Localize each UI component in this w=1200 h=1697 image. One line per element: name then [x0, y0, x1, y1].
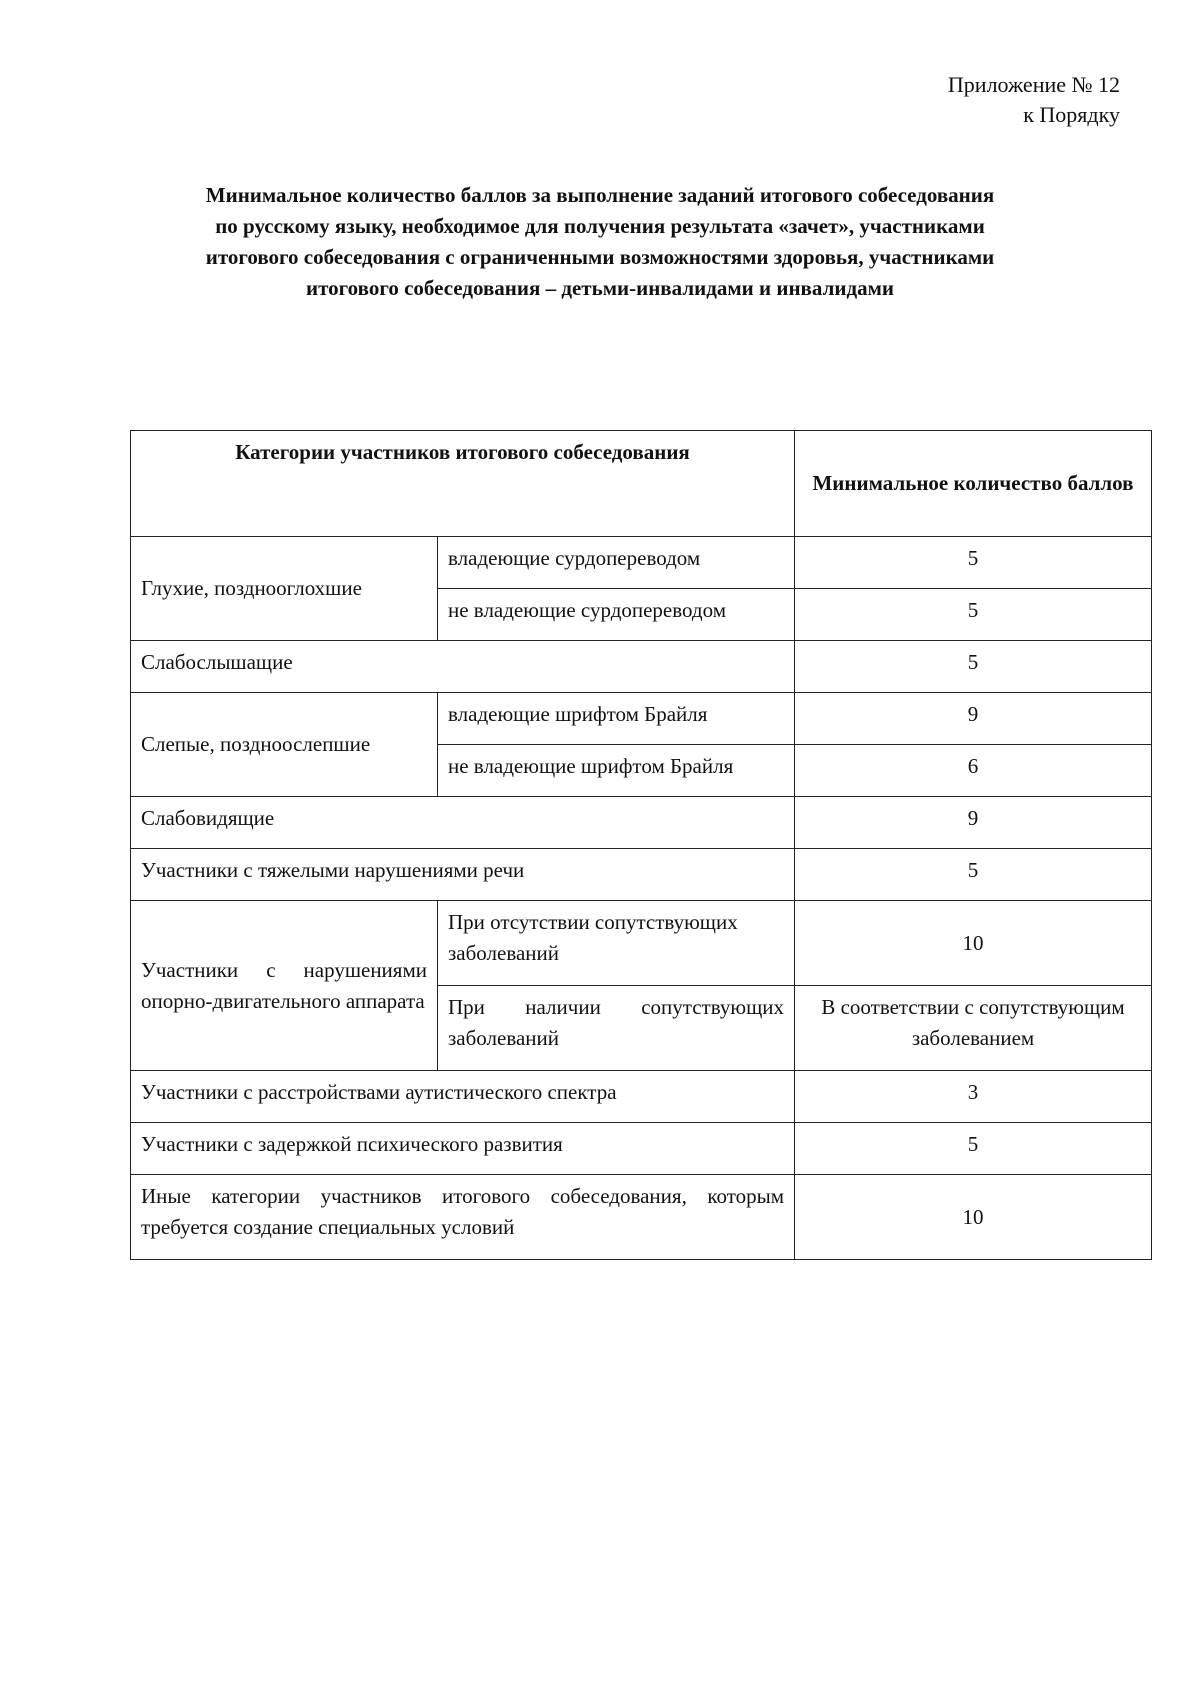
- document-title: [130, 180, 1070, 304]
- score-cell: 9: [795, 797, 1152, 849]
- category-text: Участники с нарушениями опорно-двигательного аппарата: [141, 957, 427, 1013]
- table-row: [131, 693, 1152, 745]
- score-cell: 5: [795, 641, 1152, 693]
- subcategory-cell: не владеющие сурдопереводом: [438, 589, 795, 641]
- table-row: [131, 797, 1152, 849]
- category-cell: Слабослышащие: [131, 641, 795, 693]
- subcategory-cell: При отсутствии сопутствующих заболеваний: [438, 901, 795, 986]
- table-row: [131, 849, 1152, 901]
- category-cell: Участники с задержкой психического развития: [131, 1123, 795, 1175]
- appendix-number: Приложение № 12: [947, 72, 1120, 97]
- table-row: [131, 1123, 1152, 1175]
- title-line: по русскому языку, необходимое для получения результата «зачет», участниками: [215, 214, 985, 238]
- category-cell: [131, 901, 438, 1071]
- table-row: [131, 537, 1152, 589]
- score-cell: 9: [795, 693, 1152, 745]
- table-header-row: [131, 431, 1152, 537]
- score-cell: 10: [795, 901, 1152, 986]
- header-categories: Категории участников итогового собеседования: [131, 431, 795, 537]
- score-cell: 5: [795, 849, 1152, 901]
- score-cell: 3: [795, 1071, 1152, 1123]
- score-cell: В соответствии с сопутствующим заболеванием: [795, 986, 1152, 1071]
- table-row: [131, 641, 1152, 693]
- category-cell: Участники с расстройствами аутистического спектра: [131, 1071, 795, 1123]
- score-cell: 6: [795, 745, 1152, 797]
- appendix-reference: [948, 70, 1120, 130]
- score-cell: 5: [795, 1123, 1152, 1175]
- category-cell: Участники с тяжелыми нарушениями речи: [131, 849, 795, 901]
- category-cell: Слабовидящие: [131, 797, 795, 849]
- title-line: итогового собеседования с ограниченными возможностями здоровья, участниками: [205, 245, 995, 269]
- appendix-order: к Порядку: [1023, 102, 1120, 127]
- subcategory-cell: владеющие шрифтом Брайля: [438, 693, 795, 745]
- category-cell: Иные категории участников итогового собеседования, которым требуется создание специальных условий: [131, 1175, 795, 1260]
- score-cell: 5: [795, 537, 1152, 589]
- subcategory-cell: При наличии сопутствующих заболеваний: [438, 986, 795, 1071]
- category-cell: Слепые, поздноослепшие: [131, 693, 438, 797]
- category-cell: Глухие, позднооглохшие: [131, 537, 438, 641]
- subcategory-cell: не владеющие шрифтом Брайля: [438, 745, 795, 797]
- table-row: [131, 1175, 1152, 1260]
- subcategory-cell: владеющие сурдопереводом: [438, 537, 795, 589]
- table-row: [131, 901, 1152, 986]
- scores-table: [130, 430, 1152, 1260]
- title-line: Минимальное количество баллов за выполнение заданий итогового собеседования: [205, 183, 995, 207]
- header-min-score: Минимальное количество баллов: [795, 431, 1152, 537]
- score-cell: 10: [795, 1175, 1152, 1260]
- title-line: итогового собеседования – детьми-инвалидами и инвалидами: [306, 276, 894, 300]
- table-row: [131, 1071, 1152, 1123]
- score-cell: 5: [795, 589, 1152, 641]
